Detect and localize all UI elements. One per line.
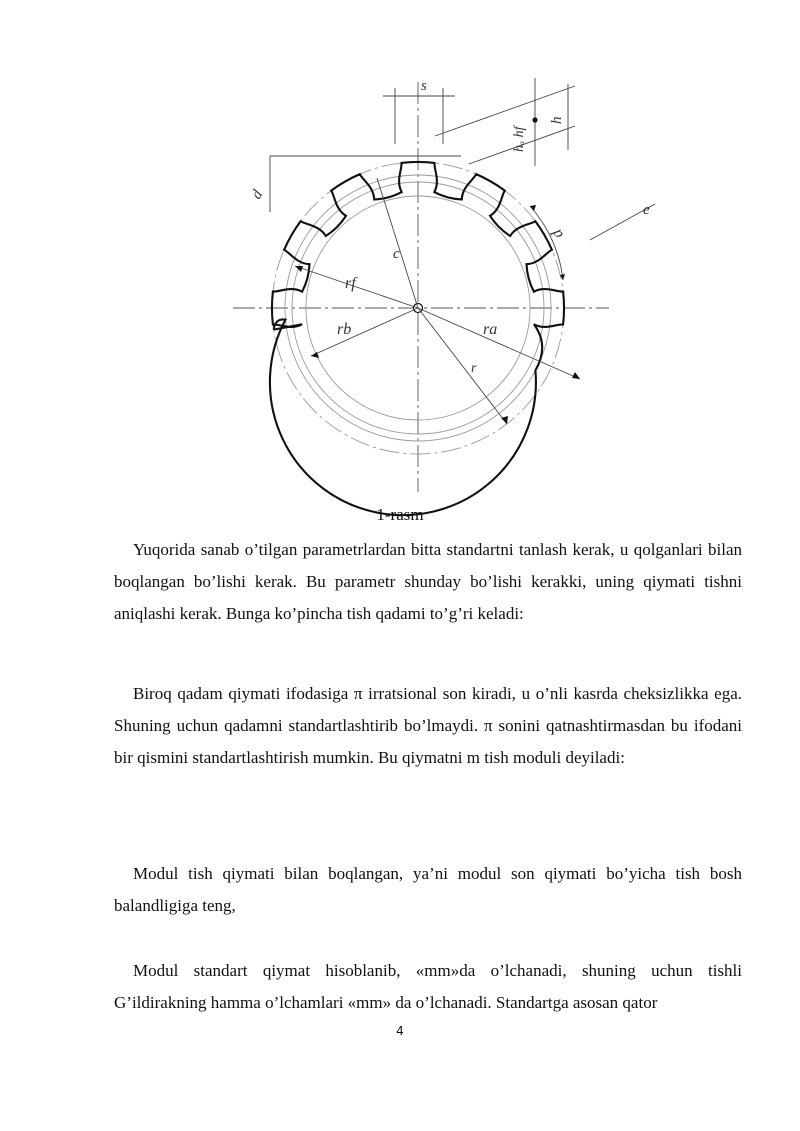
svg-text:hₐ hf: hₐ hf bbox=[512, 126, 527, 152]
paragraph-2: Biroq qadam qiymati ifodasiga π irratsional son kiradi, u o’nli kasrda cheksizlikka ega. Shuning uchun qadamni standartlashtirib bo’lmaydi. π sonini qatnashtirmasdan bu ifodani bir qismini standartlashtirish mumkin. Bu qiymatni m tish moduli deyiladi: bbox=[114, 684, 742, 767]
svg-text:c: c bbox=[393, 246, 400, 262]
paragraph-3: Modul tish qiymati bilan boqlangan, ya’ni modul son qiymati bo’yicha tish bosh balandligiga teng, bbox=[114, 864, 742, 915]
svg-text:d: d bbox=[248, 187, 267, 202]
figure-caption: 1-rasm bbox=[376, 505, 424, 524]
dimension-lines bbox=[270, 78, 655, 424]
svg-text:s: s bbox=[421, 78, 427, 94]
svg-text:r: r bbox=[471, 361, 477, 376]
svg-text:rb: rb bbox=[337, 321, 352, 338]
svg-text:e: e bbox=[643, 202, 650, 218]
svg-text:rf: rf bbox=[345, 275, 356, 292]
centerlines bbox=[233, 82, 609, 492]
svg-text:ra: ra bbox=[483, 321, 498, 338]
page-number: 4 bbox=[396, 1024, 404, 1038]
gear-diagram bbox=[225, 72, 650, 498]
paragraph-4: Modul standart qiymat hisoblanib, «mm»da o’lchanadi, shuning uchun tishli G’ildirakning hamma o’lchamlari «mm» da o’lchanadi. Standartga asosan qator bbox=[114, 961, 742, 1012]
svg-text:h: h bbox=[549, 116, 565, 124]
svg-text:p: p bbox=[549, 225, 569, 241]
gear-profile bbox=[270, 162, 564, 515]
paragraph-1: Yuqorida sanab o’tilgan parametrlardan bitta standartni tanlash kerak, u qolganlari bilan boqlangan bo’lishi kerak. Bu parametr shunday bo’lishi kerakki, uning qiymati tishni aniqlashi kerak. Bunga ko’pincha tish qadami to’g’ri keladi: bbox=[114, 540, 742, 623]
